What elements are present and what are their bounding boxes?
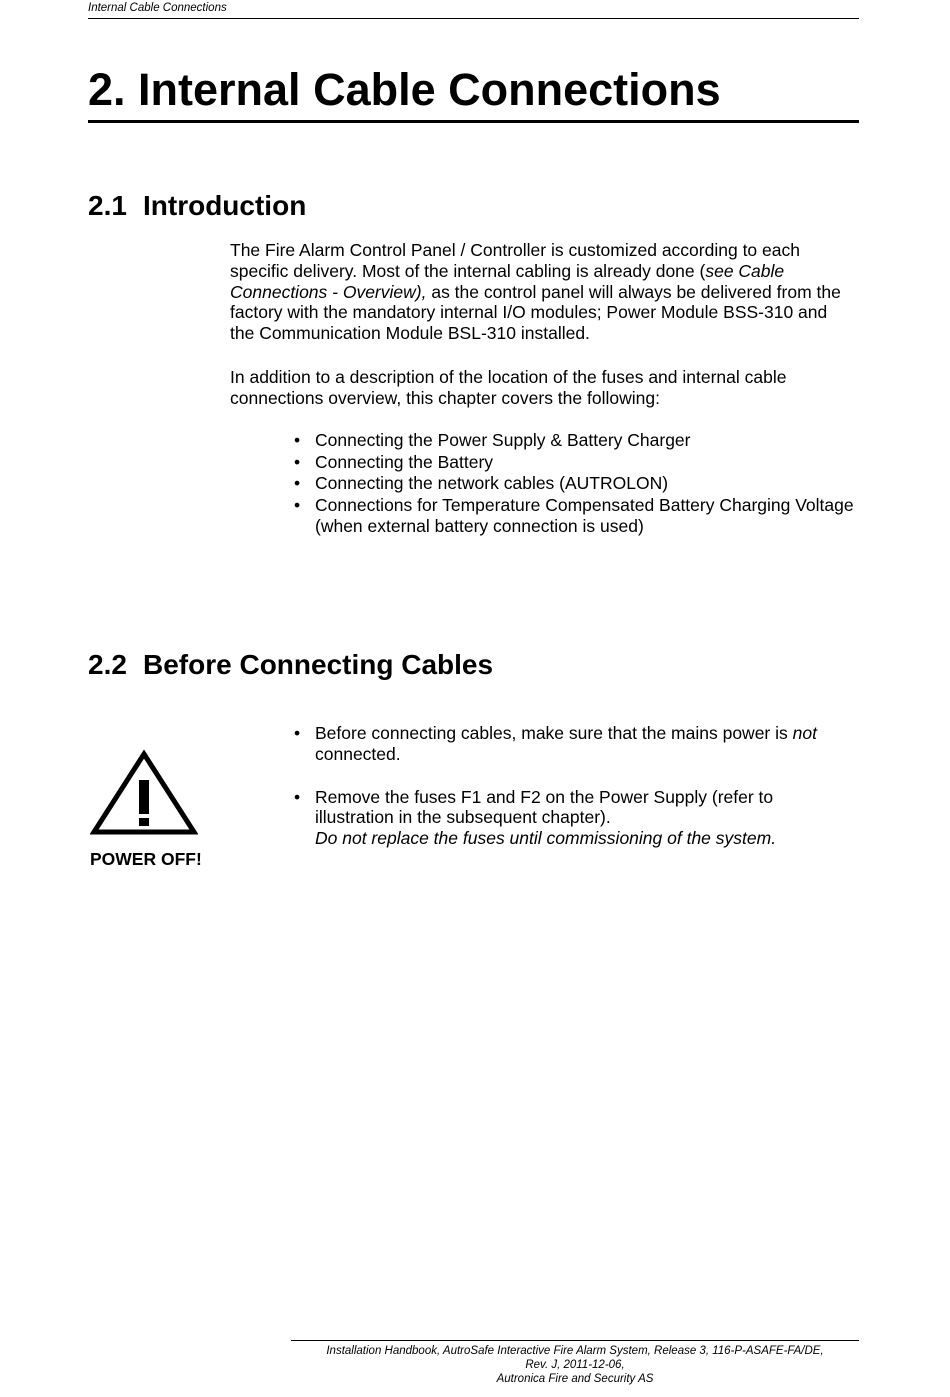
section-heading-before-connecting [88, 648, 493, 682]
list-item: • Connecting the Power Supply & Battery Charger [294, 430, 691, 450]
intro-paragraph: The Fire Alarm Control Panel / Controller is customized according to each specific delivery. Most of the internal cabling is already done (see Cable Connections - Overview), as the control panel will always be delivered from the factory with the mandatory internal I/O modules; Power Module BSS-310 and the Communication Module BSL-310 installed. [230, 240, 841, 344]
section-number: 2.1 [88, 190, 127, 221]
warning-triangle-icon [90, 750, 198, 838]
footer-line: Installation Handbook, AutroSafe Interactive Fire Alarm System, Release 3, 116-P-ASAFE-FA/DE, [326, 1345, 824, 1357]
chapter-title: 2. Internal Cable Connections [88, 64, 721, 115]
coverage-list [294, 430, 854, 538]
list-item-text: Remove the fuses F1 and F2 on the Power Supply (refer to illustration in the subsequent chapter). Do not replace the fuses until commissioning of the system. [315, 786, 777, 849]
list-item-text: Connecting the Battery [315, 451, 494, 472]
list-item-text: Connections for Temperature Compensated Battery Charging Voltage (when external battery connection is used) [315, 494, 854, 536]
footer-rule [291, 1340, 859, 1341]
footer [291, 1344, 859, 1386]
list-item-text: Connecting the network cables (AUTROLON) [315, 473, 669, 493]
list-item: • Remove the fuses F1 and F2 on the Power Supply (refer to illustration in the subsequent chapter). Do not replace the fuses until commissioning of the system. [294, 786, 777, 849]
warning-block [88, 750, 208, 838]
warning-label: POWER OFF! [90, 849, 202, 869]
list-item: • Connecting the network cables (AUTROLON) [294, 473, 669, 493]
section-title-text: Before Connecting Cables [143, 649, 494, 680]
precaution-list [294, 723, 854, 871]
list-item-text: Before connecting cables, make sure that the mains power is not connected. [315, 723, 817, 764]
section-title-text: Introduction [143, 190, 307, 221]
section-heading-introduction [88, 189, 306, 223]
footer-line: Rev. J, 2011-12-06, [525, 1359, 625, 1371]
section-number: 2.2 [88, 649, 127, 680]
footer-line: Autronica Fire and Security AS [496, 1373, 654, 1385]
list-item: • Before connecting cables, make sure that the mains power is not connected. [294, 723, 817, 764]
header-rule [88, 18, 859, 19]
running-header: Internal Cable Connections [88, 2, 227, 14]
list-item: • Connecting the Battery [294, 451, 494, 472]
coverage-paragraph: In addition to a description of the location of the fuses and internal cable connections overview, this chapter covers the following: [230, 367, 787, 408]
chapter-rule [88, 120, 859, 123]
list-item: • Connections for Temperature Compensated Battery Charging Voltage (when external battery connection is used) [294, 494, 854, 536]
list-item-text: Connecting the Power Supply & Battery Charger [315, 430, 691, 450]
